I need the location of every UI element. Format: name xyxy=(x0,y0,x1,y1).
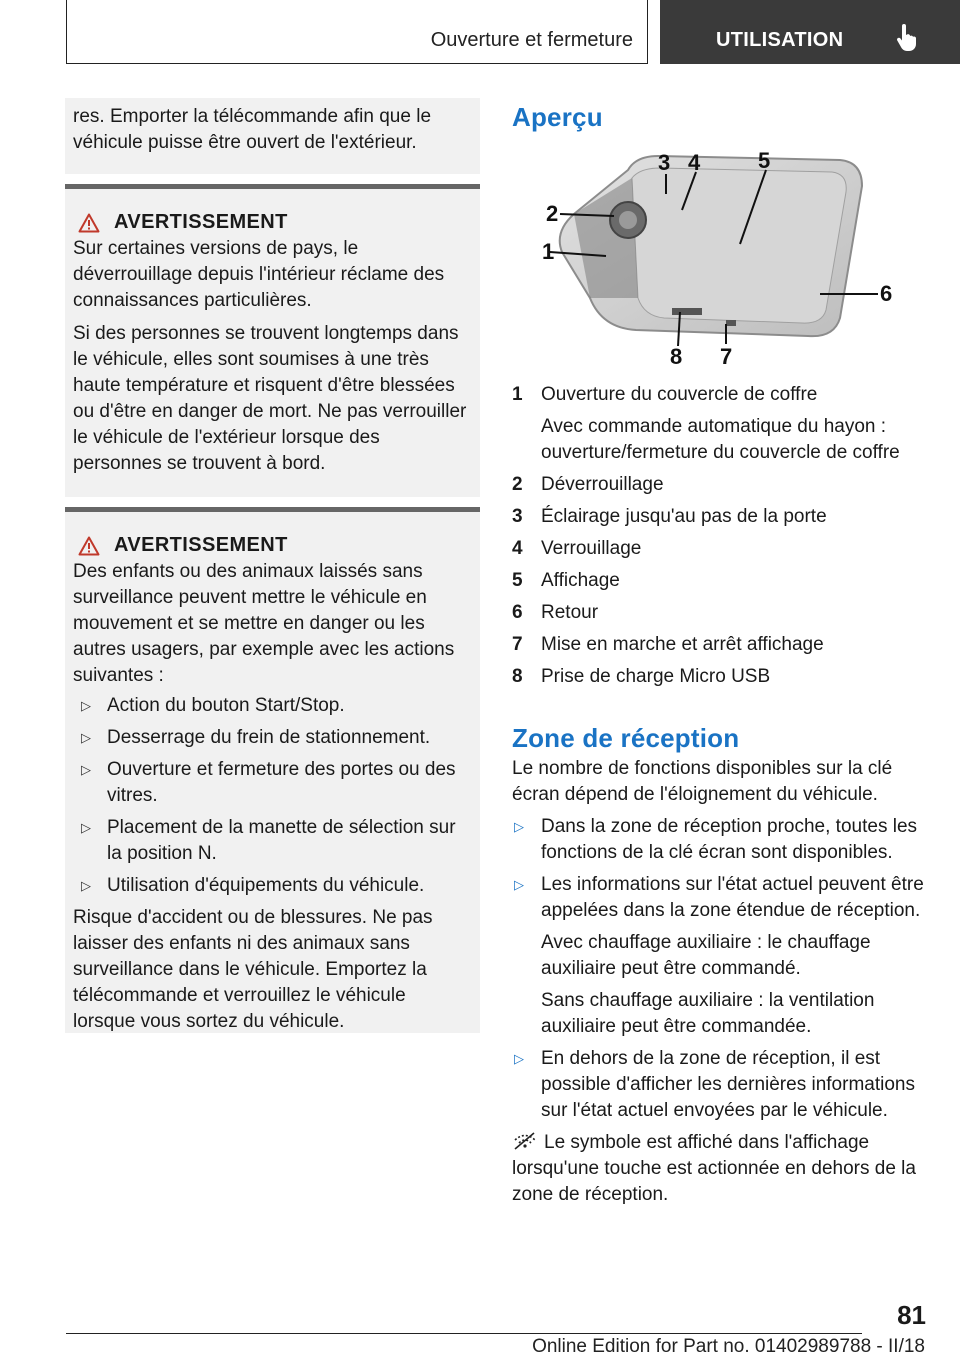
pointing-hand-icon xyxy=(896,24,918,57)
warning2-intro: Des enfants ou des animaux laissés sans surveillance peuvent mettre le véhicule en mouvement et se mettre en danger ou les autres usagers, par exemple avec les actions suivantes : xyxy=(73,561,455,686)
figure-label: 2 xyxy=(546,201,559,226)
header-section-box xyxy=(66,0,648,64)
warning-triangle-icon xyxy=(78,213,100,233)
figure-label: 1 xyxy=(542,239,555,264)
header-chapter-box xyxy=(660,0,960,64)
warning1-paragraph: Si des personnes se trouvent longtemps dans le véhicule, elles sont soumises à une très haute température et risquent d'être blessées ou d'être en danger de mort. Ne pas verrouiller le véhicule de l'extérieur lorsque des personnes se trouvent à bord. xyxy=(73,323,467,474)
figure-label: 3 xyxy=(658,150,671,175)
list-item: ▷ Dans la zone de réception proche, toutes les fonctions de la clé écran sont disponibles. xyxy=(514,816,918,863)
section-title: Ouverture et fermeture xyxy=(430,29,633,51)
warning-box-2 xyxy=(65,507,480,1033)
list-item: ▷ Ouverture et fermeture des portes ou des vitres. xyxy=(81,759,456,806)
warning-box-1 xyxy=(65,184,480,497)
chapter-title: UTILISATION xyxy=(716,29,844,51)
list-item: 6 Retour xyxy=(512,602,599,623)
figure-label: 5 xyxy=(758,148,771,173)
list-item: 7 Mise en marche et arrêt affichage xyxy=(512,634,824,655)
list-item: 2 Déverrouillage xyxy=(512,474,664,495)
continued-text-box xyxy=(65,98,480,174)
warning2-outro: Risque d'accident ou de blessures. Ne pas laisser des enfants ni des animaux sans surveillance dans le véhicule. Emportez la télécommande et verrouillez le véhicule lorsque vous sortez du véhicule. xyxy=(73,907,433,1032)
warning-title-2: AVERTISSEMENT xyxy=(73,534,472,557)
list-item: 3 Éclairage jusqu'au pas de la porte xyxy=(512,506,827,527)
warning-triangle-icon xyxy=(78,536,100,556)
list-item: ▷ En dehors de la zone de réception, il est possible d'afficher les dernières informations sur l'état actuel envoyées par le véhicule. xyxy=(514,1048,915,1121)
warning-title-1: AVERTISSEMENT xyxy=(73,211,472,234)
reception-note: Le symbole est affiché dans l'affichage lorsqu'une touche est actionnée en dehors de la zone de réception. xyxy=(512,1132,916,1205)
list-item: 1 Ouverture du couvercle de coffre Avec commande automatique du hayon : ouverture/fermeture du couvercle de coffre xyxy=(512,384,900,463)
warning2-bullet-list xyxy=(73,693,472,899)
list-item: ▷ Les informations sur l'état actuel peuvent être appelées dans la zone étendue de réception. Avec chauffage auxiliaire : le chauffage auxiliaire peut être commandé. Sans chauffage auxiliaire : la ventilation auxiliaire peut être commandée. xyxy=(514,874,924,1037)
figure-label: 4 xyxy=(688,150,701,175)
zone-title: Zone de réception xyxy=(512,723,740,753)
list-item: 5 Affichage xyxy=(512,570,620,591)
zone-section xyxy=(512,723,932,1208)
list-item: 8 Prise de charge Micro USB xyxy=(512,666,771,687)
list-item: ▷ Utilisation d'équipements du véhicule. xyxy=(81,875,425,896)
display-key-figure xyxy=(540,148,900,370)
page-number: 81 xyxy=(897,1300,926,1330)
overview-heading-wrap xyxy=(512,102,932,133)
list-item: 4 Verrouillage xyxy=(512,538,642,559)
overview-item-list xyxy=(512,382,932,696)
overview-title: Aperçu xyxy=(512,102,603,132)
list-item: ▷ Desserrage du frein de stationnement. xyxy=(81,727,431,748)
footer-rule xyxy=(66,1333,862,1334)
no-signal-icon xyxy=(512,1132,538,1150)
zone-bullet-list xyxy=(512,814,932,1124)
zone-intro: Le nombre de fonctions disponibles sur la clé écran dépend de l'éloignement du véhicule. xyxy=(512,758,893,805)
edition-text: Online Edition for Part no. 01402989788 - II/18 xyxy=(532,1336,925,1357)
list-item: ▷ Placement de la manette de sélection sur la position N. xyxy=(81,817,456,864)
figure-label: 8 xyxy=(670,344,683,369)
warning1-paragraph: Sur certaines versions de pays, le déverrouillage depuis l'intérieur réclame des connaissances particulières. xyxy=(73,238,445,311)
figure-label: 6 xyxy=(880,281,893,306)
list-item: ▷ Action du bouton Start/Stop. xyxy=(81,695,345,716)
figure-label: 7 xyxy=(720,344,733,369)
continued-text: res. Emporter la télécommande afin que le véhicule puisse être ouvert de l'extérieur. xyxy=(73,106,432,153)
